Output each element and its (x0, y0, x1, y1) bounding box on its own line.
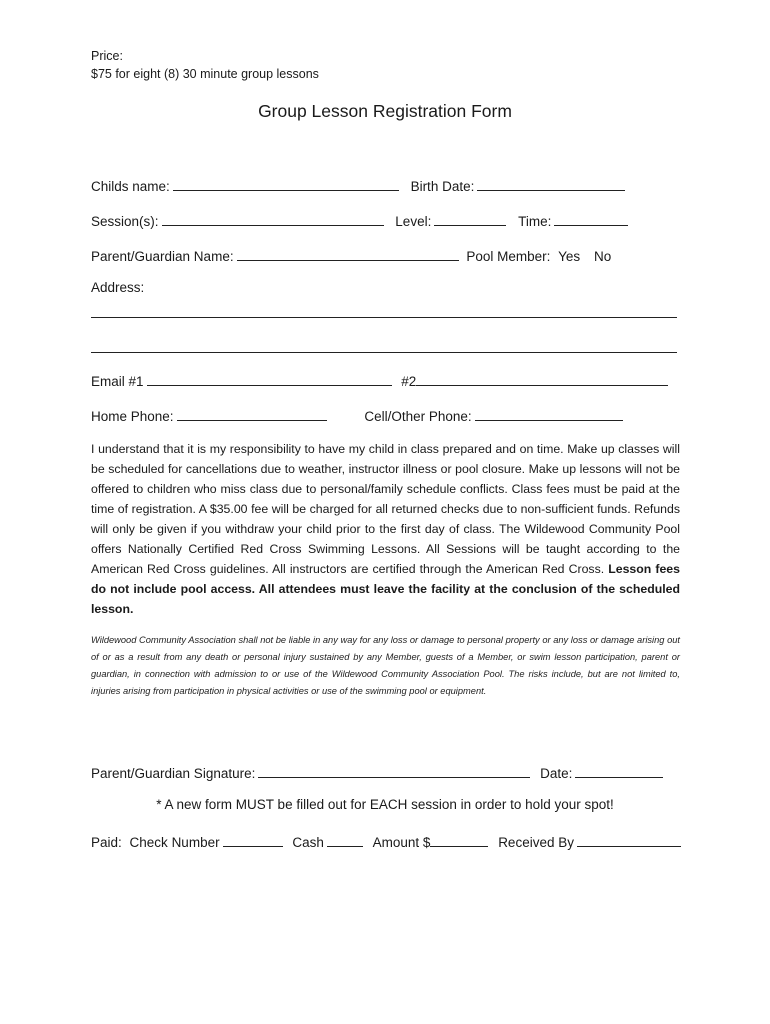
form-title: Group Lesson Registration Form (258, 101, 512, 121)
child-name-field[interactable] (173, 176, 399, 191)
cell-phone-label: Cell/Other Phone: (364, 409, 472, 424)
row-signature (91, 763, 667, 781)
liability-disclaimer: Wildewood Community Association shall not be liable in any way for any loss or damage to personal property or any loss or damage arising out of or as a result from any death or personal injury sustained by any Member, guests of a Member, or swim lesson participation, parent or guardian, in connection with admission to or use of the Wildewood Community Association Pool. The risks include, but are not limited to, injuries arising from participation in physical activities or use of the swimming pool or equipment. (91, 635, 680, 696)
price-label: Price: (91, 49, 123, 63)
received-by-label: Received By (498, 835, 574, 850)
check-number-field[interactable] (223, 832, 283, 847)
check-number-label: Check Number (129, 835, 220, 850)
policy-paragraph (91, 439, 680, 619)
received-by-field[interactable] (577, 832, 681, 847)
row-child (91, 176, 629, 194)
home-phone-label: Home Phone: (91, 409, 174, 424)
home-phone-field[interactable] (177, 406, 327, 421)
signature-field[interactable] (258, 763, 530, 778)
new-form-note: * A new form MUST be filled out for EACH session in order to hold your spot! (156, 797, 614, 812)
parent-name-field[interactable] (237, 246, 459, 261)
row-session (91, 211, 632, 229)
pool-member-no[interactable]: No (593, 249, 612, 264)
level-label: Level: (395, 214, 432, 229)
sessions-label: Session(s): (91, 214, 159, 229)
signature-label: Parent/Guardian Signature: (91, 766, 256, 781)
paid-label: Paid: (91, 835, 122, 850)
birth-date-label: Birth Date: (410, 179, 475, 194)
amount-field[interactable] (430, 832, 488, 847)
parent-name-label: Parent/Guardian Name: (91, 249, 234, 264)
signature-date-label: Date: (540, 766, 573, 781)
email2-field[interactable] (416, 371, 668, 386)
pool-member-label: Pool Member: (466, 249, 551, 264)
email2-label: #2 (401, 374, 417, 389)
address-line-2[interactable] (91, 352, 677, 353)
signature-date-field[interactable] (575, 763, 663, 778)
row-phone (91, 406, 627, 424)
child-name-label: Childs name: (91, 179, 170, 194)
time-field[interactable] (554, 211, 628, 226)
level-field[interactable] (434, 211, 506, 226)
row-paid (91, 832, 685, 850)
price-description: $75 for eight (8) 30 minute group lessons (91, 67, 319, 81)
cash-field[interactable] (327, 832, 363, 847)
sessions-field[interactable] (162, 211, 384, 226)
email1-field[interactable] (147, 371, 392, 386)
address-label: Address: (91, 280, 145, 295)
birth-date-field[interactable] (477, 176, 625, 191)
row-parent (91, 246, 611, 264)
amount-label: Amount $ (372, 835, 431, 850)
cash-label: Cash (292, 835, 324, 850)
pool-member-yes[interactable]: Yes (558, 249, 581, 264)
price-block (91, 47, 319, 83)
row-email (91, 371, 672, 389)
email1-label: Email #1 (91, 374, 144, 389)
time-label: Time: (518, 214, 552, 229)
policy-bold-text: Lesson fees do not include pool access. All attendees must leave the facility at the conclusion of the scheduled lesson. (91, 562, 680, 616)
policy-text: I understand that it is my responsibility to have my child in class prepared and on time. Make up classes will be scheduled for cancellations due to weather, instructor illness or pool closure. Make up lessons will not be offered to children who miss class due to personal/family schedule conflicts. Class fees must be paid at the time of registration. A $35.00 fee will be charged for all returned checks due to non-sufficient funds. Refunds will only be given if you withdraw your child prior to the first day of class. The Wildewood Community Pool offers Nationally Certified Red Cross Swimming Lessons. All Sessions will be taught according to the American Red Cross guidelines. All instructors are certified through the American Red Cross. (91, 442, 680, 576)
address-line-1[interactable] (91, 317, 677, 318)
cell-phone-field[interactable] (475, 406, 623, 421)
